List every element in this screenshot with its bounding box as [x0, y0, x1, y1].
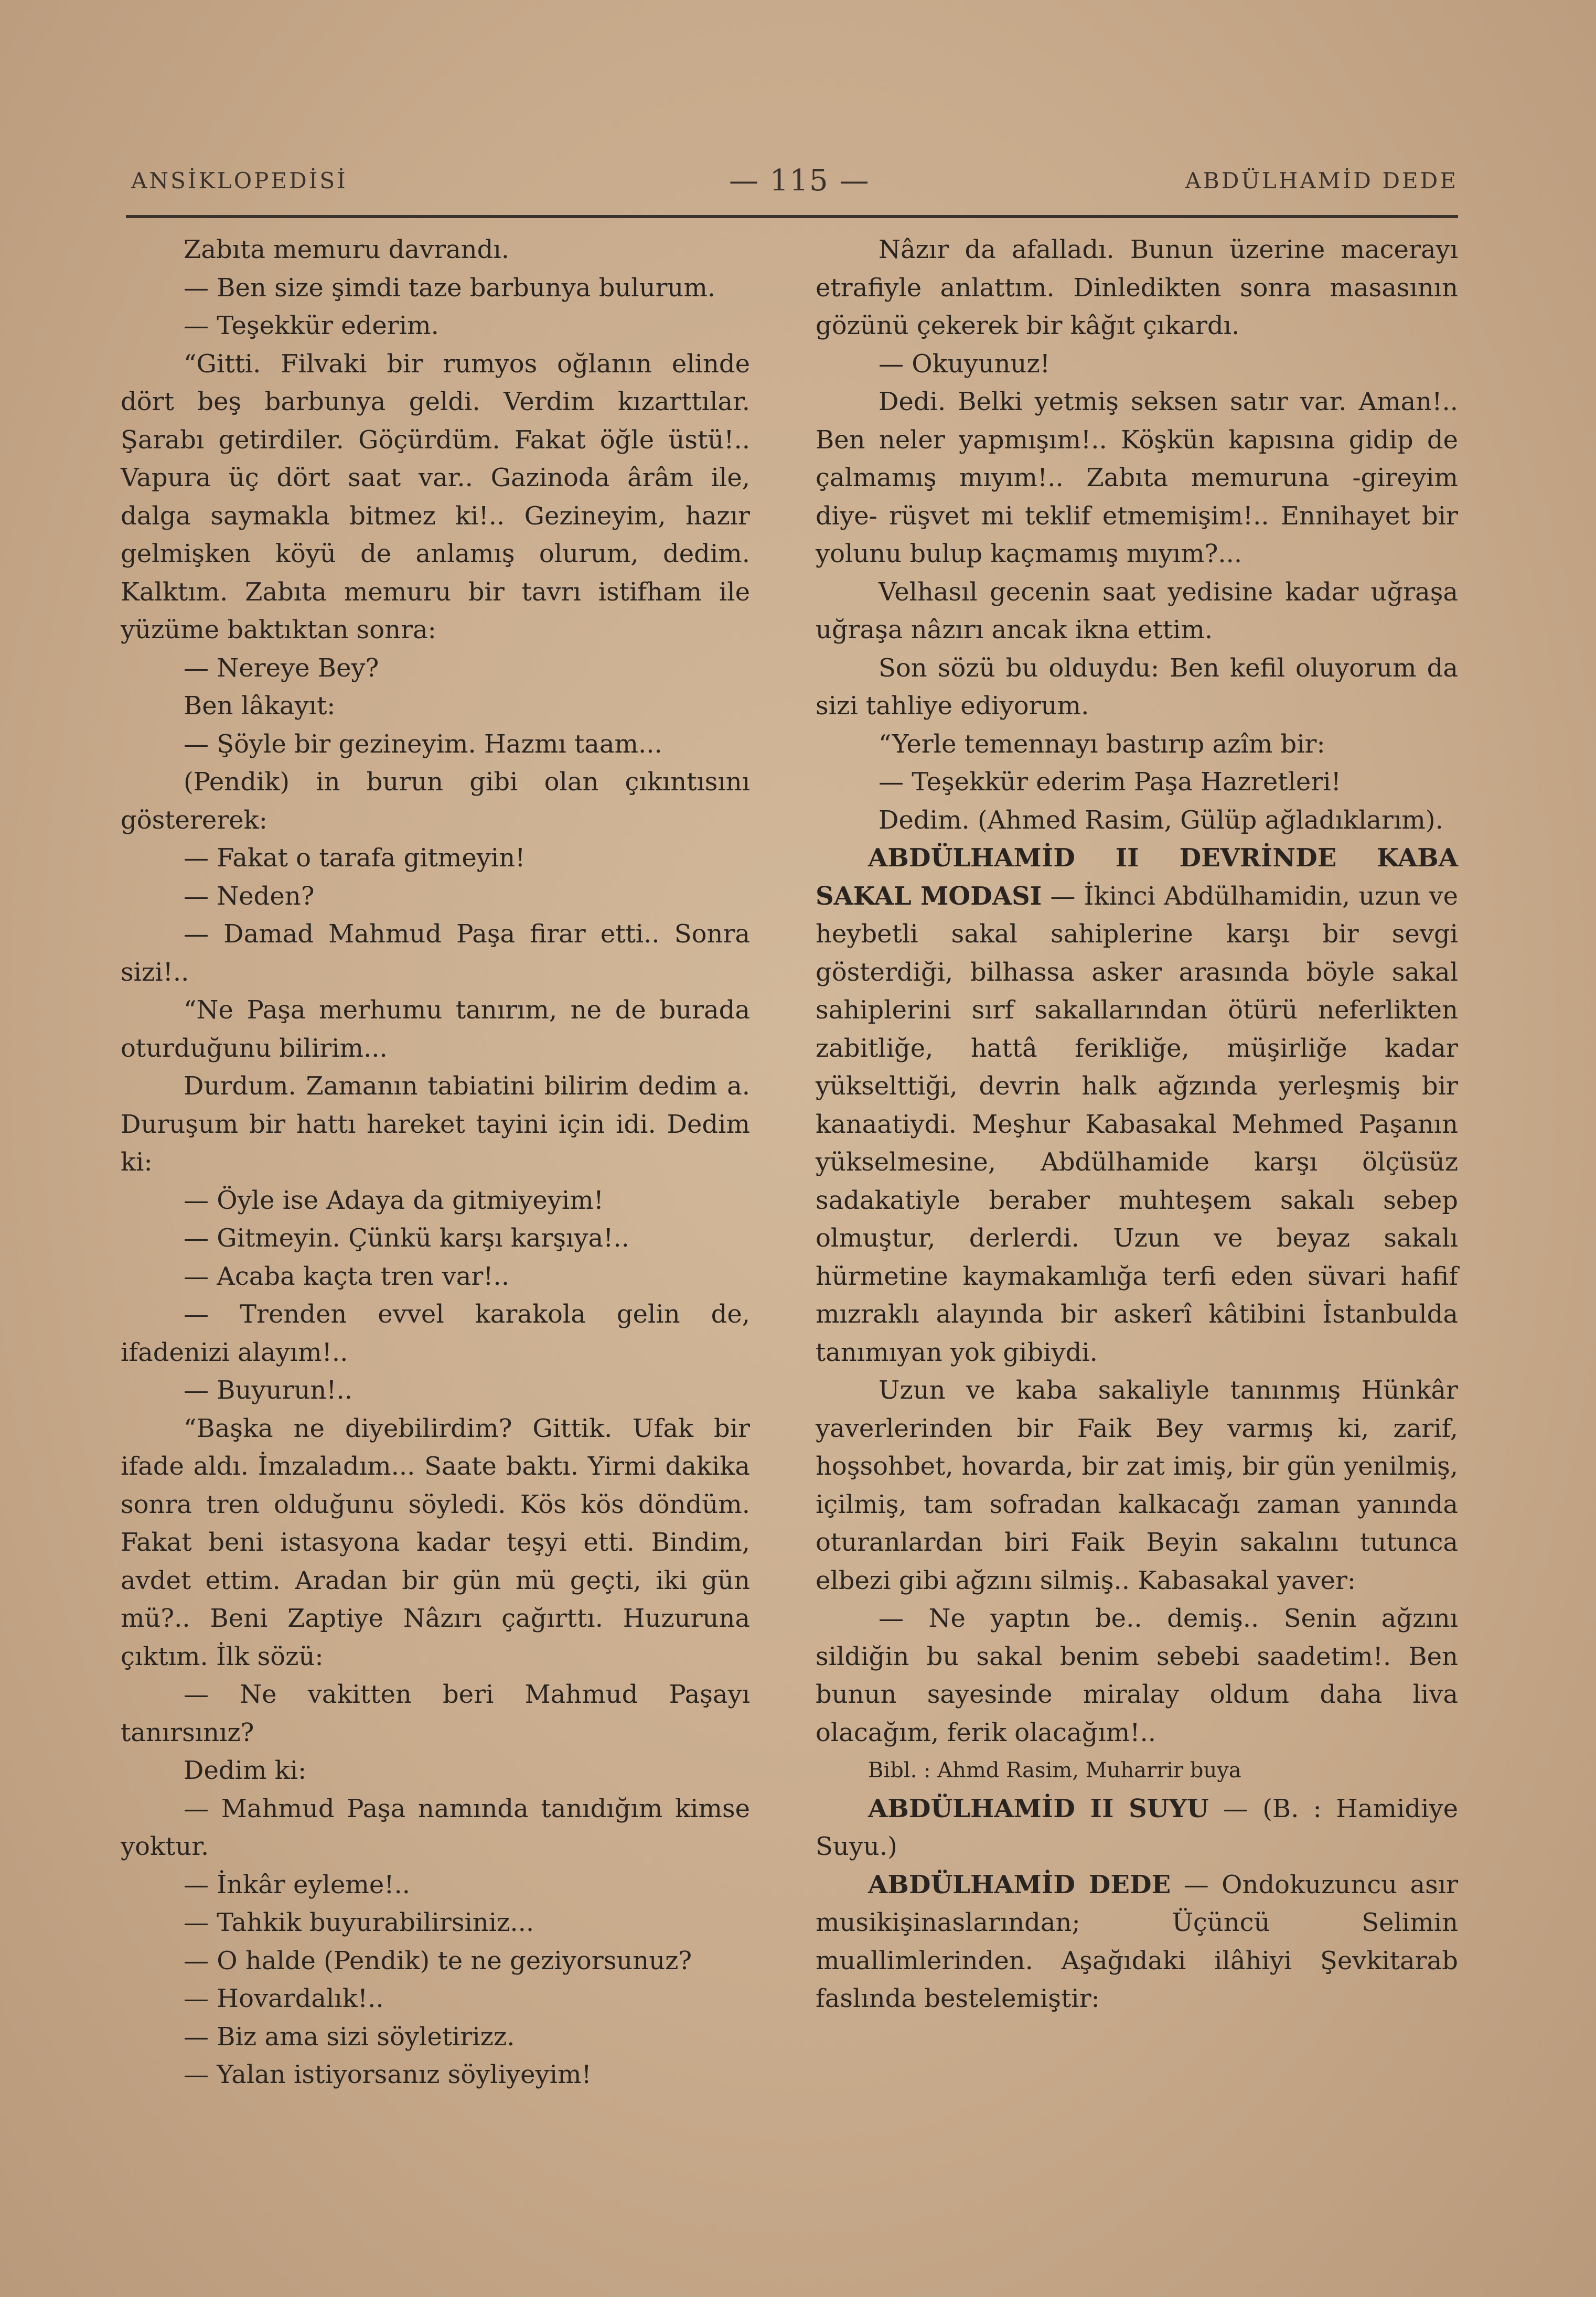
entry-paragraph	[816, 839, 1458, 1371]
paragraph: — Hovardalık!..	[184, 1984, 384, 2013]
paragraph: — Öyle ise Adaya da gitmiyeyim!	[184, 1185, 604, 1215]
header-left: ANSİKLOPEDİSİ	[131, 168, 348, 194]
paragraph: — Okuyunuz!	[879, 349, 1051, 379]
paragraph: Velhasıl gecenin saat yedisine kadar uğraşa uğraşa nâzırı ancak ikna ettim.	[816, 577, 1458, 645]
paragraph: — Şöyle bir gezineyim. Hazmı taam...	[184, 729, 662, 759]
right-column	[816, 231, 1458, 2018]
header-rule	[126, 215, 1458, 218]
paragraph: — O halde (Pendik) te ne geziyorsunuz?	[184, 1946, 692, 1976]
paragraph: “Ne Paşa merhumu tanırım, ne de burada oturduğunu bilirim...	[121, 995, 750, 1063]
paragraph: — Yalan istiyorsanız söyliyeyim!	[184, 2060, 592, 2089]
bibliography: Bibl. : Ahmd Rasim, Muharrir buya	[868, 1758, 1241, 1783]
paragraph: — Nereye Bey?	[184, 653, 379, 683]
paragraph: — Tahkik buyurabilirsiniz...	[184, 1908, 534, 1937]
paragraph: — Buyurun!..	[184, 1376, 353, 1405]
paragraph: Dedi. Belki yetmiş seksen satır var. Aman!.. Ben neler yapmışım!.. Köşkün kapısına gidip de çalmamış mıyım!.. Zabıta memuruna -gireyim diye- rüşvet mi teklif etmemişim!.. Ennihayet bir yolunu bulup kaçmamış mıyım?...	[816, 387, 1458, 568]
paragraph: (Pendik) in burun gibi olan çıkıntısını göstererek:	[121, 767, 750, 835]
paragraph: — Mahmud Paşa namında tanıdığım kimse yoktur.	[121, 1794, 750, 1861]
entry-paragraph	[816, 1866, 1458, 2018]
entry-text: — İkinci Abdülhamidin, uzun ve heybetli sakal sahiplerine karşı bir sevgi gösterdiği, bilhassa asker arasında böyle sakal sahiplerini sırf sakallarından ötürü neferlikten zabitliğe, hattâ ferikliğe, müşirliğe kadar yükselttiği, devrin halk ağzında yerleşmiş bir kanaatiydi. Meşhur Kabasakal Mehmed Paşanın yükselmesine, Abdülhamide karşı ölçüsüz sadakatiyle beraber muhteşem sakalı sebep olmuştur, derlerdi. Uzun ve beyaz sakalı hürmetine kaymakamlığa terfi eden süvari hafif mızraklı alayında bir askerî kâtibini İstanbulda tanımıyan yok gibiydi.	[816, 881, 1459, 1367]
paragraph: Uzun ve kaba sakaliyle tanınmış Hünkâr yaverlerinden bir Faik Bey varmış ki, zarif, hoşsohbet, hovarda, bir zat imiş, bir gün yenilmiş, içilmiş, tam sofradan kalkacağı zaman yanında oturanlardan biri Faik Beyin sakalını tutunca elbezi gibi ağzını silmiş.. Kabasakal yaver:	[816, 1376, 1458, 1595]
paragraph: — İnkâr eyleme!..	[184, 1870, 411, 1899]
paragraph: Durdum. Zamanın tabiatini bilirim dedim a. Duruşum bir hattı hareket tayini için idi. Dedim ki:	[121, 1071, 750, 1177]
entry-heading: ABDÜLHAMİD II SUYU	[868, 1794, 1209, 1823]
entry-heading: ABDÜLHAMİD DEDE	[868, 1870, 1171, 1899]
paragraph: “Gitti. Filvaki bir rumyos oğlanın elinde dört beş barbunya geldi. Verdim kızarttılar. Şarabı getirdiler. Göçürdüm. Fakat öğle üstü!.. Vapura üç dört saat var.. Gazinoda ârâm ile, dalga saymakla bitmez ki!.. Gezineyim, hazır gelmişken köyü de anlamış olurum, dedim. Kalktım. Zabıta memuru bir tavrı istifham ile yüzüme baktıktan sonra:	[121, 349, 750, 645]
paragraph: Dedim. (Ahmed Rasim, Gülüp ağladıklarım).	[879, 805, 1443, 835]
paragraph: — Damad Mahmud Paşa firar etti.. Sonra sizi!..	[121, 919, 750, 987]
entry-heading: ABDÜLHAMİD II DEVRİNDE KABA SAKAL MODASI	[816, 843, 1458, 911]
paragraph: — Gitmeyin. Çünkü karşı karşıya!..	[184, 1223, 629, 1253]
entry-text: — Ondokuzuncu asır musikişinaslarından; Üçüncü Selimin muallimlerinden. Aşağıdaki ilâhiyi Şevkitarab faslında bestelemiştir:	[816, 1870, 1459, 2013]
paragraph: — Biz ama sizi söyletirizz.	[184, 2022, 515, 2052]
paragraph: — Teşekkür ederim.	[184, 311, 439, 340]
page-number: — 115 —	[729, 164, 870, 198]
paragraph: — Ne vakitten beri Mahmud Paşayı tanırsınız?	[121, 1680, 750, 1747]
header-right: ABDÜLHAMİD DEDE	[1185, 168, 1458, 194]
paragraph: Nâzır da afalladı. Bunun üzerine macerayı etrafiyle anlattım. Dinledikten sonra masasının gözünü çekerek bir kâğıt çıkardı.	[816, 235, 1458, 340]
paragraph: Son sözü bu olduydu: Ben kefil oluyorum da sizi tahliye ediyorum.	[816, 653, 1458, 721]
paragraph: “Başka ne diyebilirdim? Gittik. Ufak bir ifade aldı. İmzaladım... Saate baktı. Yirmi dakika sonra tren olduğunu söyledi. Kös kös döndüm. Fakat beni istasyona kadar teşyi etti. Bindim, avdet ettim. Aradan bir gün mü geçti, iki gün mü?.. Beni Zaptiye Nâzırı çağırttı. Huzuruna çıktım. İlk sözü:	[121, 1413, 750, 1671]
paragraph: — Trenden evvel karakola gelin de, ifadenizi alayım!..	[121, 1300, 750, 1367]
paragraph: — Fakat o tarafa gitmeyin!	[184, 843, 526, 873]
page-header	[126, 157, 1458, 205]
paragraph: — Ben size şimdi taze barbunya bulurum.	[184, 273, 716, 303]
entry-paragraph	[816, 1790, 1458, 1866]
left-column	[121, 231, 750, 2094]
paragraph: — Neden?	[184, 881, 315, 911]
paragraph: Ben lâkayıt:	[184, 691, 336, 721]
entry-text: — (B. : Hamidiye Suyu.)	[816, 1794, 1458, 1861]
paragraph: “Yerle temennayı bastırıp azîm bir:	[879, 729, 1325, 759]
paragraph: Zabıta memuru davrandı.	[184, 235, 509, 264]
paragraph: — Acaba kaçta tren var!..	[184, 1261, 510, 1291]
paragraph: — Teşekkür ederim Paşa Hazretleri!	[879, 767, 1341, 797]
paragraph: Dedim ki:	[184, 1756, 307, 1785]
paragraph: — Ne yaptın be.. demiş.. Senin ağzını sildiğin bu sakal benim sebebi saadetim!. Ben bunun sayesinde miralay oldum daha liva olacağım, ferik olacağım!..	[816, 1604, 1458, 1747]
